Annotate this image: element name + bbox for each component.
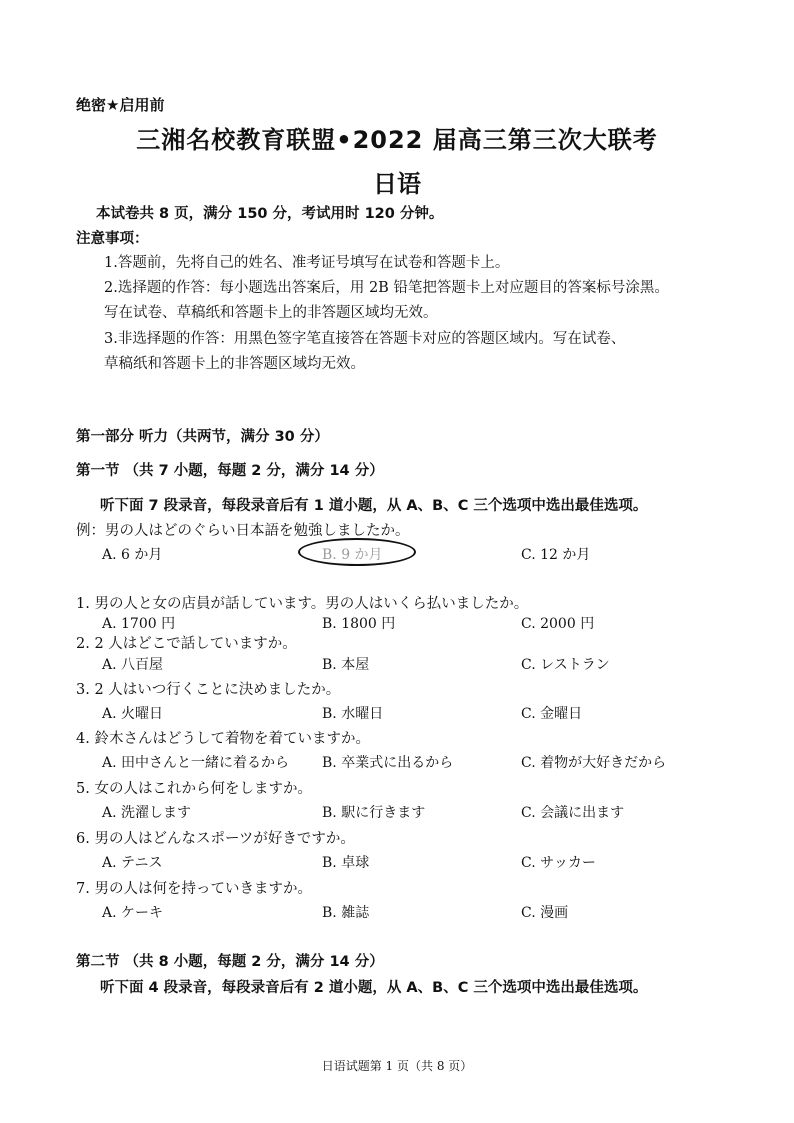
section1-instruction: 听下面 7 段录音，每段录音后有 1 道小题，从 A、B、C 三个选项中选出最佳选项。	[100, 498, 648, 514]
q6-option-c: C. サッカー	[521, 855, 596, 871]
q2-option-c: C. レストラン	[521, 657, 610, 673]
q1-option-c: C. 2000 円	[521, 616, 595, 632]
example-question: 例：男の人はどのぐらい日本語を勉強しましたか。	[76, 523, 410, 539]
section1-heading: 第一节 （共 7 小题，每题 2 分，满分 14 分）	[76, 463, 384, 479]
note-item: 草稿纸和答题卡上的非答题区域均无效。	[104, 356, 365, 372]
q3-option-a: A. 火曜日	[102, 706, 164, 722]
notes-heading: 注意事项：	[76, 231, 149, 247]
q5-option-c: C. 会議に出ます	[521, 805, 625, 821]
part1-heading: 第一部分 听力（共两节，满分 30 分）	[76, 429, 329, 445]
q5-option-b: B. 駅に行きます	[322, 805, 426, 821]
exam-title: 三湘名校教育联盟•2022 届高三第三次大联考	[136, 126, 658, 154]
q7-option-b: B. 雑誌	[322, 905, 370, 921]
subject-title: 日语	[373, 170, 421, 198]
q4-option-c: C. 着物が大好きだから	[521, 755, 667, 771]
q1-option-a: A. 1700 円	[102, 616, 176, 632]
note-item: 1.答题前，先将自己的姓名、准考证号填写在试卷和答题卡上。	[104, 255, 510, 271]
q7-option-a: A. ケーキ	[102, 905, 164, 921]
question-5: 5. 女の人はこれから何をしますか。	[76, 781, 312, 797]
q7-option-c: C. 漫画	[521, 905, 569, 921]
example-option-a: A. 6 か月	[102, 547, 163, 563]
q3-option-b: B. 水曜日	[322, 706, 384, 722]
section2-instruction: 听下面 4 段录音，每段录音后有 2 道小题，从 A、B、C 三个选项中选出最佳选项。	[100, 980, 648, 996]
note-item: 2.选择题的作答：每小题选出答案后，用 2B 铅笔把答题卡上对应题目的答案标号涂黑。	[104, 280, 669, 296]
q1-option-b: B. 1800 円	[322, 616, 396, 632]
note-item: 写在试卷、草稿纸和答题卡上的非答题区域均无效。	[104, 305, 438, 321]
section2-heading: 第二节 （共 8 小题，每题 2 分，满分 14 分）	[76, 954, 384, 970]
q2-option-b: B. 本屋	[322, 657, 370, 673]
question-6: 6. 男の人はどんなスポーツが好きですか。	[76, 831, 355, 847]
q3-option-c: C. 金曜日	[521, 706, 583, 722]
page-footer: 日语试题第 1 页（共 8 页）	[321, 1059, 473, 1073]
question-4: 4. 鈴木さんはどうして着物を着ていますか。	[76, 731, 370, 747]
q2-option-a: A. 八百屋	[102, 657, 164, 673]
q5-option-a: A. 洗濯します	[102, 805, 192, 821]
question-2: 2. 2 人はどこで話していますか。	[76, 636, 297, 652]
confidential-label: 绝密★启用前	[76, 96, 165, 114]
q4-option-b: B. 卒業式に出るから	[322, 755, 454, 771]
question-7: 7. 男の人は何を持っていきますか。	[76, 881, 312, 897]
note-item: 3.非选择题的作答：用黑色签字笔直接答在答题卡对应的答题区域内。写在试卷、	[104, 331, 626, 347]
exam-info: 本试卷共 8 页，满分 150 分，考试用时 120 分钟。	[96, 206, 444, 222]
question-1: 1. 男の人と女の店員が話しています。男の人はいくら払いましたか。	[76, 596, 529, 612]
example-option-b: B. 9 か月	[322, 547, 383, 563]
q6-option-b: B. 卓球	[322, 855, 370, 871]
q6-option-a: A. テニス	[102, 855, 163, 871]
example-option-c: C. 12 か月	[521, 547, 591, 563]
q4-option-a: A. 田中さんと一緒に着るから	[102, 755, 290, 771]
question-3: 3. 2 人はいつ行くことに決めましたか。	[76, 682, 341, 698]
